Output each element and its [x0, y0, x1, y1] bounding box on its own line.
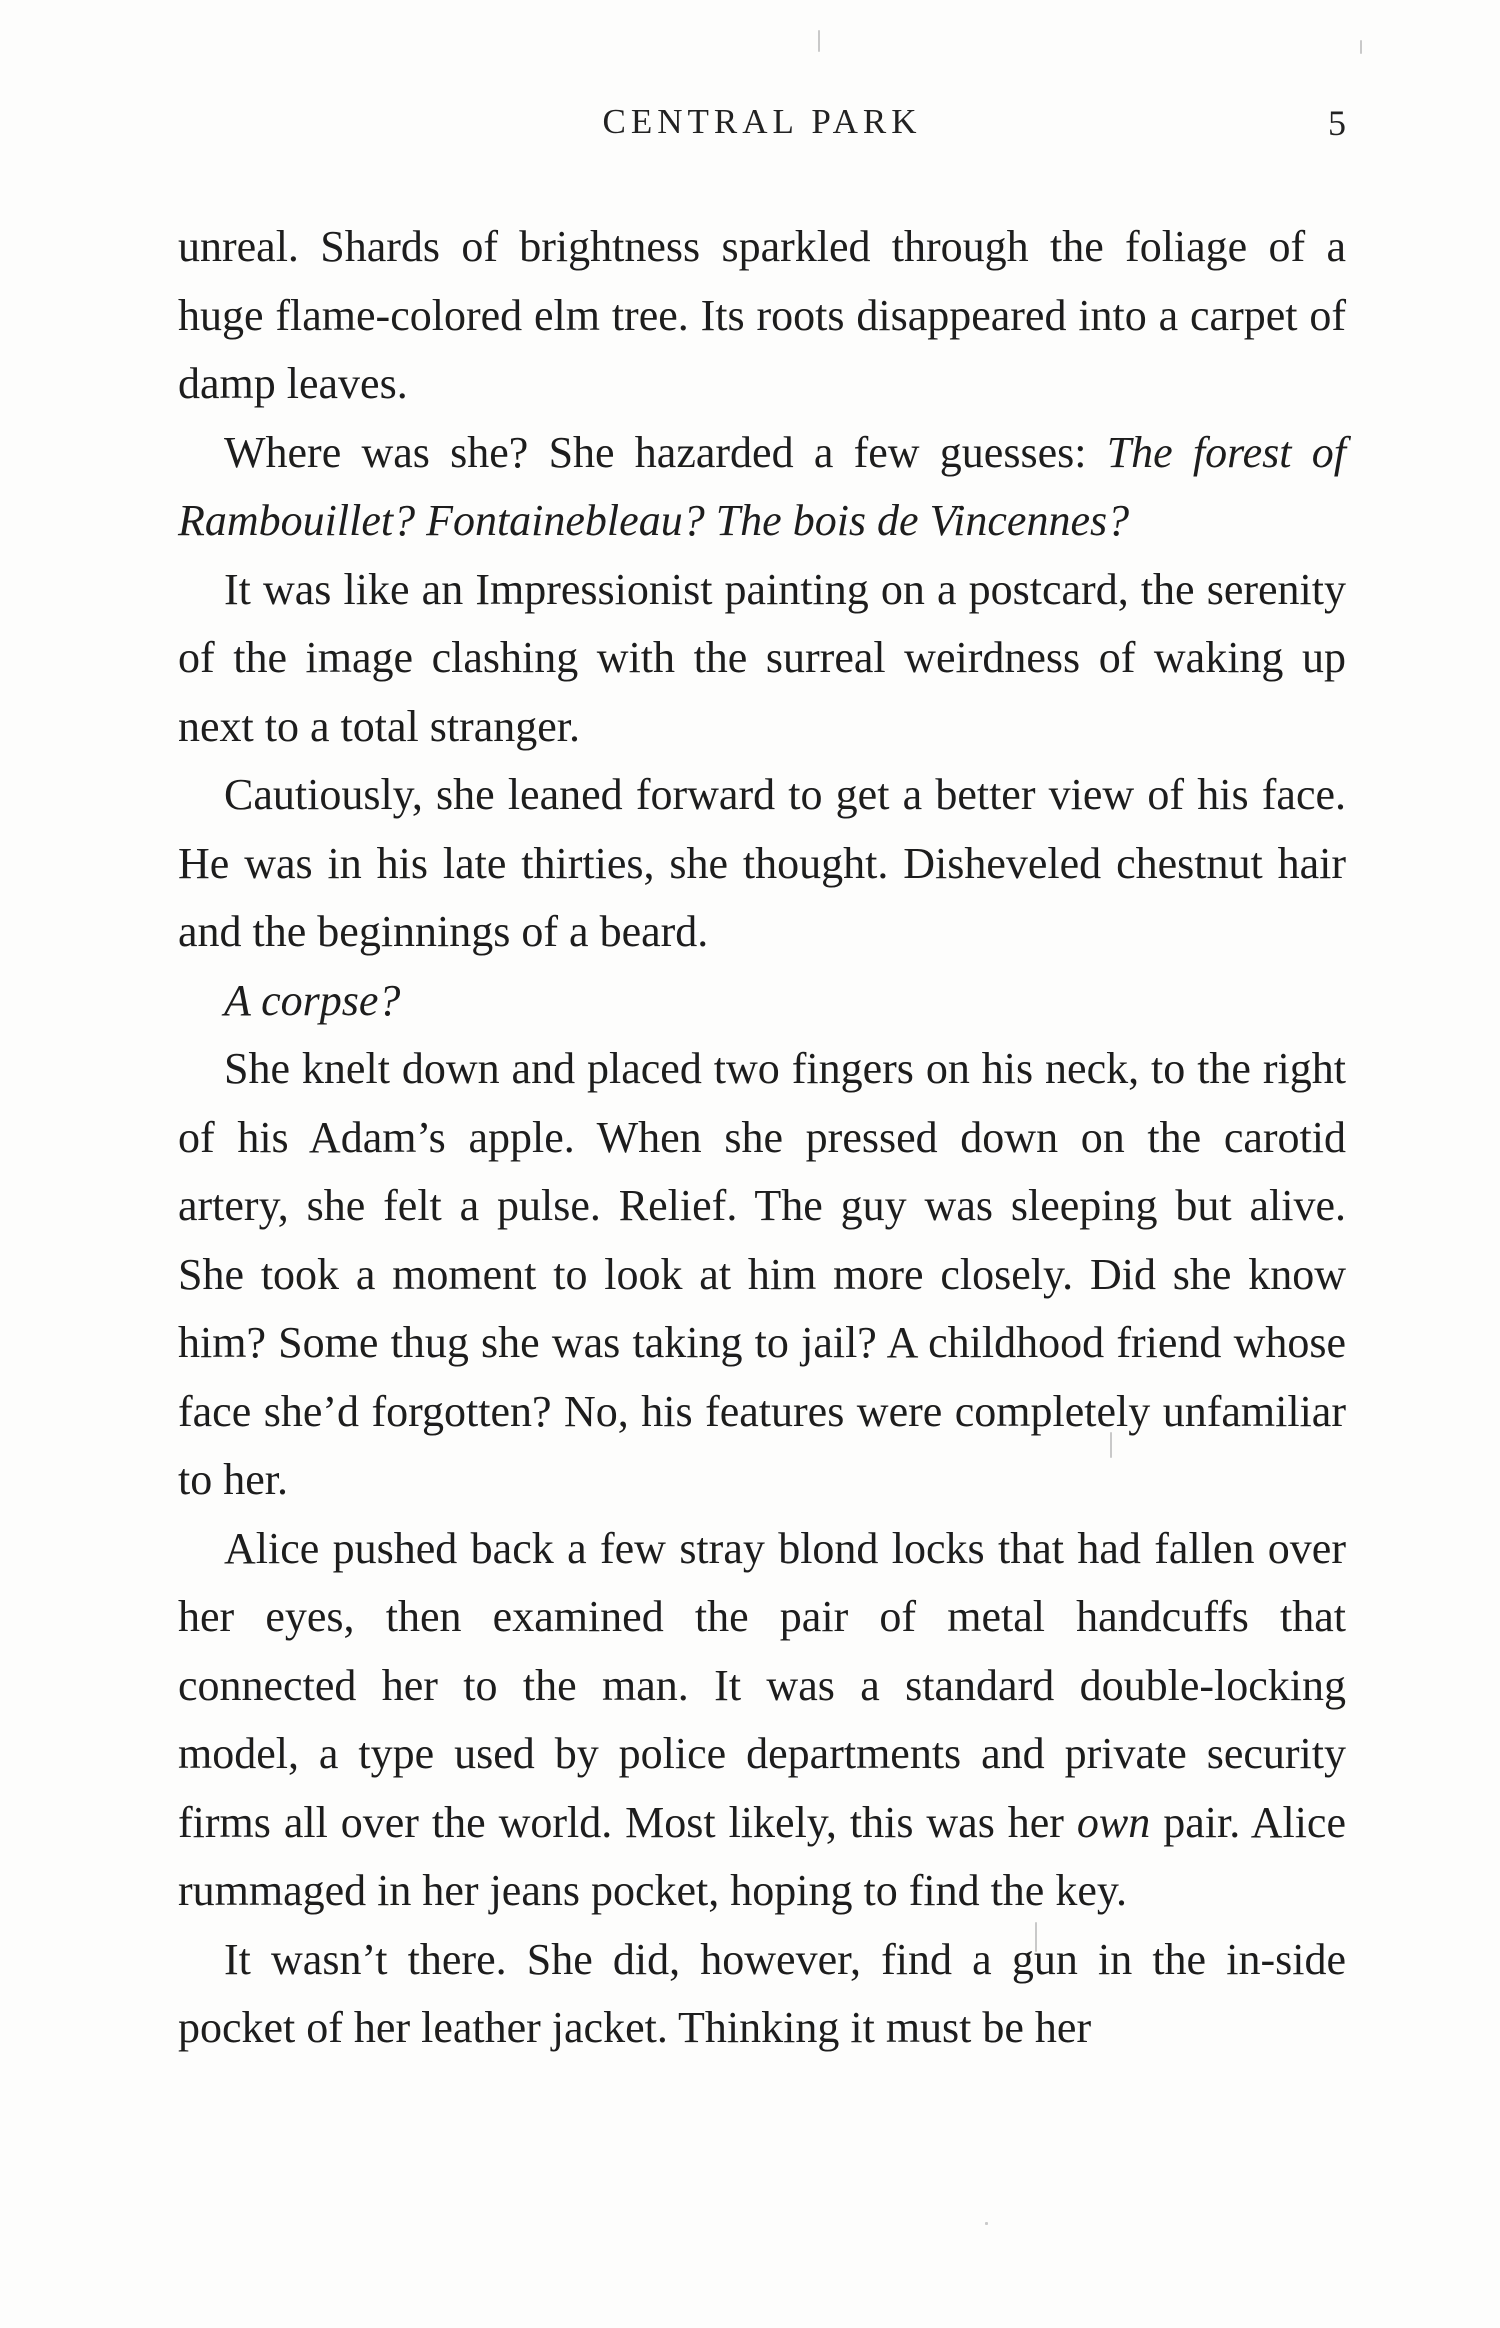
scan-speck — [818, 30, 820, 52]
running-head — [178, 102, 1346, 152]
text-run: unreal. Shards of brightness sparkled through the foliage of a huge flame-colored elm tree. Its roots disappeared into a carpet of damp leaves. — [178, 222, 1346, 408]
paragraph — [178, 556, 1346, 762]
text-run: It was like an Impressionist painting on a postcard, the serenity of the image clashing with the surreal weirdness of waking up next to a total stranger. — [178, 564, 1346, 751]
paragraph — [178, 419, 1346, 556]
italic-text: own — [1076, 1797, 1151, 1847]
paragraph — [178, 213, 1346, 419]
paragraph — [178, 1515, 1346, 1926]
page-number: 5 — [1328, 103, 1346, 143]
body-text — [178, 213, 1346, 2063]
text-run: Alice pushed back a few stray blond locks that had fallen over her eyes, then examined the pair of metal handcuffs that connected her to the man. It was a standard double-locking model, a type used by police departments and private security firms all over the world. Most likely, this was her — [178, 1523, 1346, 1847]
italic-text: A corpse? — [224, 975, 401, 1025]
scan-speck — [1360, 40, 1362, 54]
italic-text: The forest of Rambouillet? Fontainebleau? The bois de Vincennes? — [178, 427, 1346, 545]
paragraph — [178, 967, 1346, 1036]
text-run: It wasn’t there. She did, however, find a gun in the in-side pocket of her leather jacket. Thinking it must be her — [178, 1934, 1346, 2052]
text-run: Cautiously, she leaned forward to get a better view of his face. He was in his late thirties, she thought. Disheveled chestnut hair and the beginnings of a beard. — [178, 770, 1346, 956]
paragraph — [178, 761, 1346, 967]
text-run: pair. Alice rummaged in her jeans pocket, hoping to find the key. — [178, 1797, 1346, 1915]
running-title: CENTRAL PARK — [602, 102, 922, 141]
text-run: She knelt down and placed two fingers on his neck, to the right of his Adam’s apple. When she pressed down on the carotid artery, she felt a pulse. Relief. The guy was sleeping but alive. She took a moment to look at him more closely. Did she know him? Some thug she was taking to jail? A childhood friend whose face she’d forgotten? No, his features were completely unfamiliar to her. — [178, 1044, 1346, 1504]
scan-speck — [985, 2222, 988, 2225]
paragraph — [178, 1035, 1346, 1515]
text-run: Where was she? She hazarded a few guesses: — [224, 427, 1107, 477]
paragraph — [178, 1926, 1346, 2063]
